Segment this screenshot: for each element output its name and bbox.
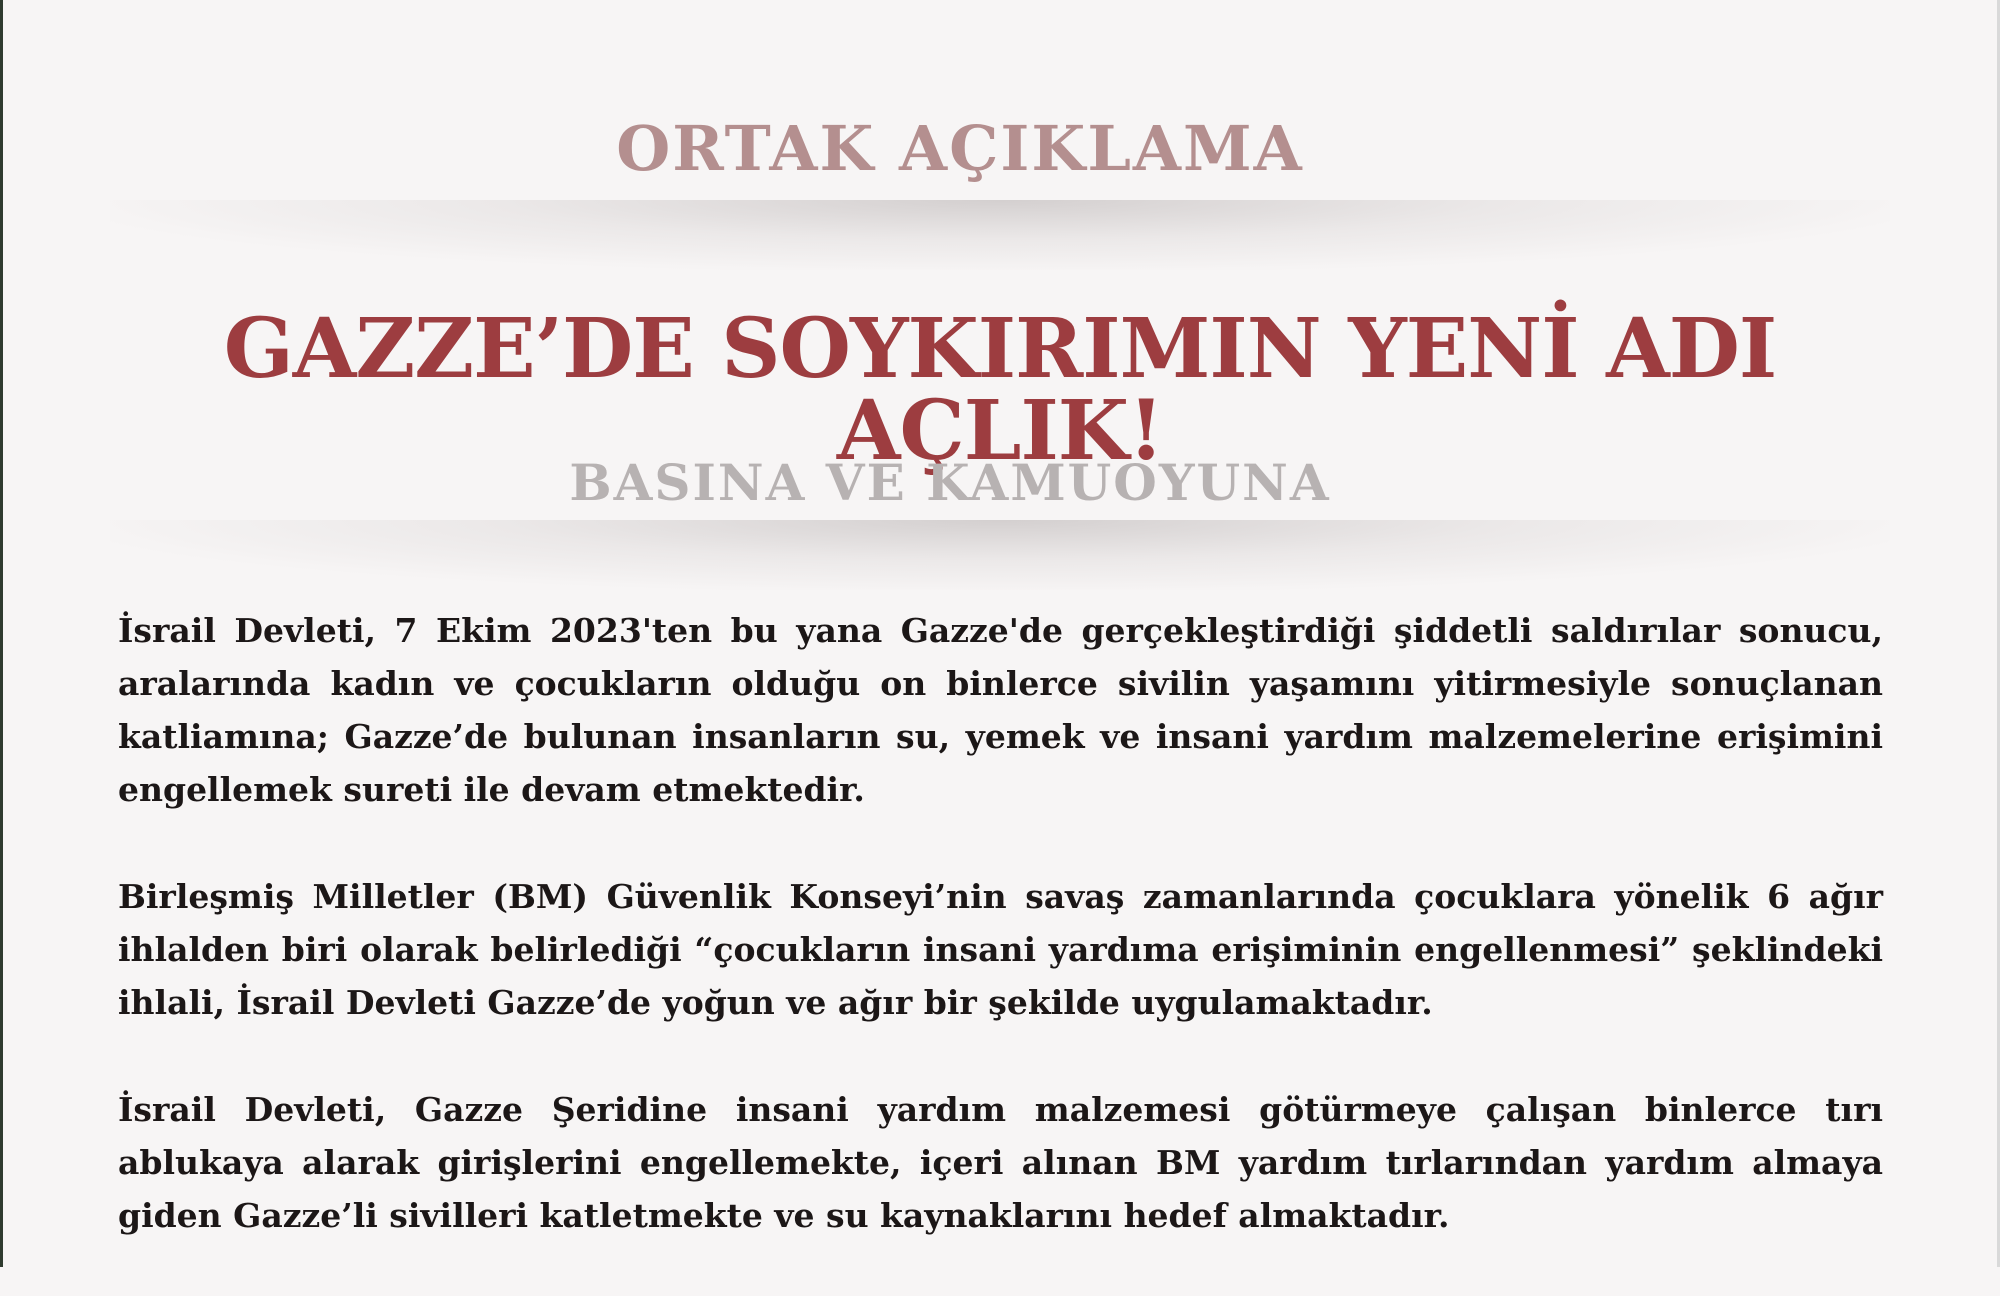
statement-body [118,604,1883,1296]
left-border [0,0,3,1267]
page-title: GAZZE’DE SOYKIRIMIN YENİ ADI AÇLIK! [223,301,1777,479]
paragraph-3: İsrail Devleti, Gazze Şeridine insani yardım malzemesi götürmeye çalışan binlerce tırı ablukaya alarak girişlerini engellemekte, içeri alınan BM yardım tırlarından yardım almaya giden Gazze’li sivilleri katletmekte ve su kaynaklarını hedef almaktadır. [118,1090,1883,1235]
subtitle-divider-shadow [110,520,1890,590]
document-subtitle: BASINA VE KAMUOYUNA [569,453,1331,512]
paragraph-2: Birleşmiş Milletler (BM) Güvenlik Konseyi’nin savaş zamanlarında çocuklara yönelik 6 ağır ihlalden biri olarak belirlediği “çocukların insani yardıma erişiminin engellenmesi” şeklindeki ihlali, İsrail Devleti Gazze’de yoğun ve ağır bir şekilde uygulamaktadır. [118,877,1883,1022]
header-divider-shadow [110,200,1890,270]
document-kicker: ORTAK AÇIKLAMA [616,112,1304,185]
paragraph-1: İsrail Devleti, 7 Ekim 2023'ten bu yana Gazze'de gerçekleştirdiği şiddetli saldırılar sonucu, aralarında kadın ve çocukların olduğu on binlerce sivilin yaşamını yitirmesiyle sonuçlanan katliamına; Gazze’de bulunan insanların su, yemek ve insani yardım malzemelerine erişimini engellemek sureti ile devam etmektedir. [118,611,1883,809]
